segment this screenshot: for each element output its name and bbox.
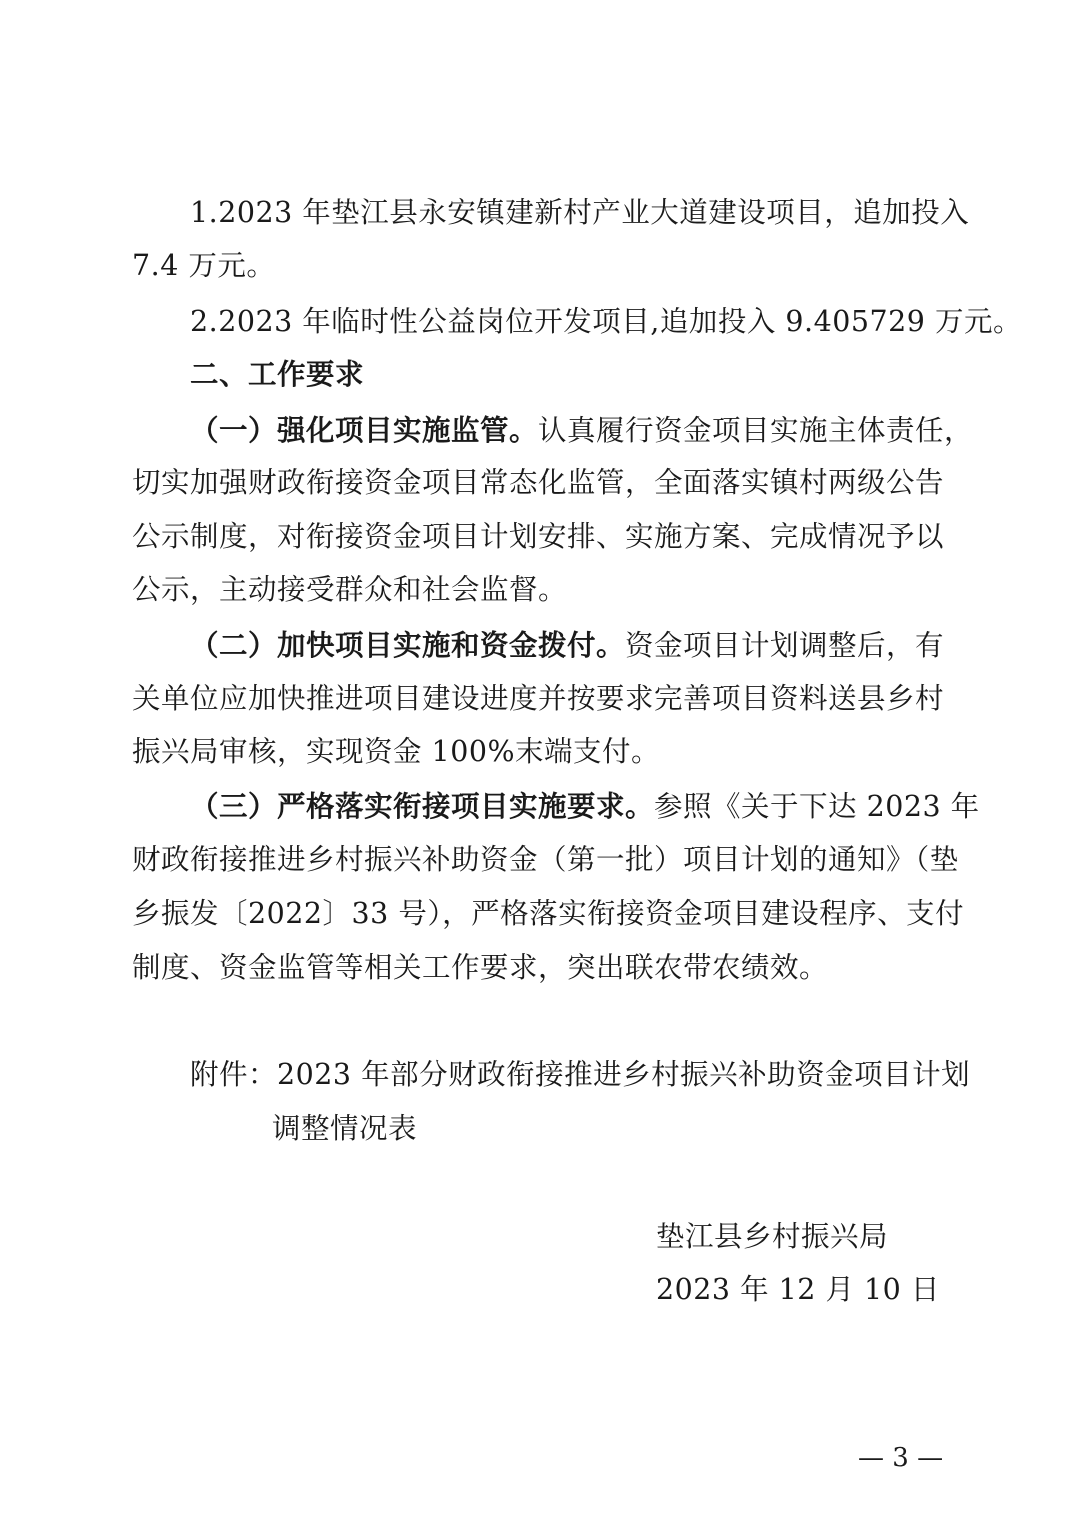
requirement-3-line-2: 财政衔接推进乡村振兴补助资金（第一批）项目计划的通知》（垫 bbox=[132, 843, 959, 876]
requirement-2-title: （二）加快项目实施和资金拨付。 bbox=[190, 628, 626, 662]
requirement-1-rest: 认真履行资金项目实施主体责任， bbox=[538, 414, 974, 447]
requirement-3-rest: 参照《关于下达 2023 年 bbox=[654, 790, 980, 823]
requirement-1-line-2: 切实加强财政衔接资金项目常态化监管，全面落实镇村两级公告 bbox=[132, 466, 945, 499]
attachment-line-1: 附件：2023 年部分财政衔接推进乡村振兴补助资金项目计划 bbox=[190, 1058, 971, 1091]
requirement-3-line-4: 制度、资金监管等相关工作要求，突出联农带农绩效。 bbox=[132, 951, 829, 984]
requirement-2-line-1 bbox=[190, 625, 945, 666]
requirement-1-title: （一）强化项目实施监管。 bbox=[190, 413, 539, 447]
item-1-line-2: 7.4 万元。 bbox=[132, 249, 276, 282]
requirement-1-line-4: 公示，主动接受群众和社会监督。 bbox=[132, 573, 568, 606]
item-1-line-1: 1.2023 年垫江县永安镇建新村产业大道建设项目，追加投入 bbox=[190, 196, 970, 229]
requirement-3-line-1 bbox=[190, 786, 980, 827]
page-number: — 3 — bbox=[858, 1443, 944, 1473]
signature-organization: 垫江县乡村振兴局 bbox=[656, 1220, 889, 1253]
requirement-2-rest: 资金项目计划调整后，有 bbox=[625, 629, 945, 662]
signature-date: 2023 年 12 月 10 日 bbox=[656, 1273, 940, 1306]
requirement-2-line-2: 关单位应加快推进项目建设进度并按要求完善项目资料送县乡村 bbox=[132, 682, 945, 715]
requirement-2-line-3: 振兴局审核，实现资金 100%末端支付。 bbox=[132, 735, 661, 768]
requirement-3-title: （三）严格落实衔接项目实施要求。 bbox=[190, 789, 655, 823]
requirement-3-line-3: 乡振发〔2022〕33 号），严格落实衔接资金项目建设程序、支付 bbox=[132, 897, 965, 930]
section-heading: 二、工作要求 bbox=[190, 358, 365, 391]
attachment-line-2: 调整情况表 bbox=[272, 1112, 418, 1145]
requirement-1-line-1 bbox=[190, 410, 974, 451]
item-2-line-1: 2.2023 年临时性公益岗位开发项目,追加投入 9.405729 万元。 bbox=[190, 305, 1022, 338]
requirement-1-line-3: 公示制度，对衔接资金项目计划安排、实施方案、完成情况予以 bbox=[132, 520, 945, 553]
